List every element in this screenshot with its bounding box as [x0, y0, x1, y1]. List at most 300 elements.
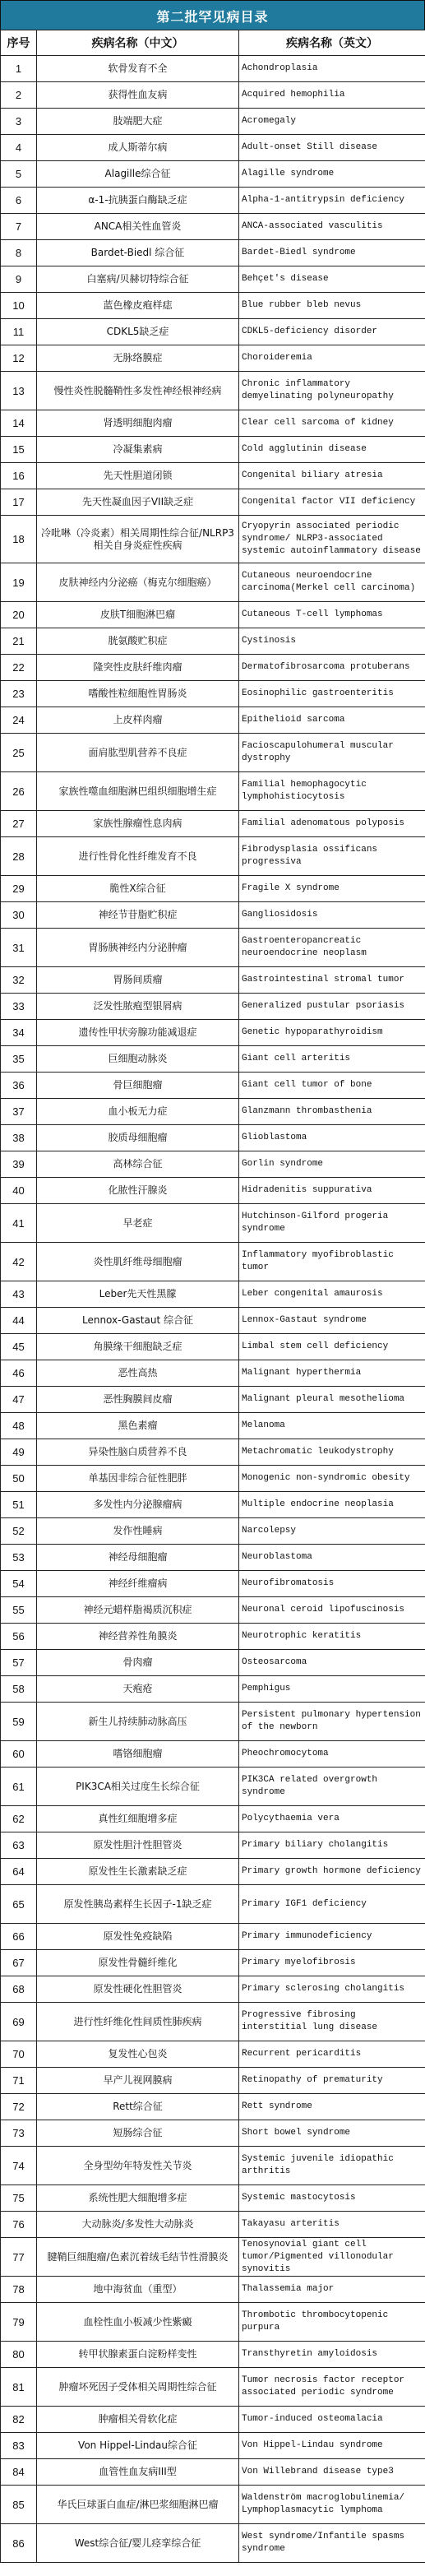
- table-row: [1, 681, 425, 707]
- table-row: [1, 967, 425, 994]
- disease-name-chinese: 先天性凝血因子VII缺乏症: [37, 489, 239, 516]
- row-number: 23: [1, 681, 37, 707]
- row-number: 35: [1, 1046, 37, 1073]
- table-row: [1, 372, 425, 410]
- row-number: 48: [1, 1413, 37, 1439]
- row-number: 31: [1, 929, 37, 967]
- disease-name-english: West syndrome/Infantile spasms syndrome: [239, 2524, 425, 2563]
- disease-name-english: Cold agglutinin disease: [239, 437, 425, 463]
- disease-name-english: Neuroblastoma: [239, 1545, 425, 1571]
- disease-name-english: Neuronal ceroid lipofuscinosis: [239, 1597, 425, 1624]
- table-row: [1, 1518, 425, 1545]
- disease-name-chinese: 神经母细胞瘤: [37, 1545, 239, 1571]
- disease-name-english: Neurotrophic keratitis: [239, 1624, 425, 1650]
- disease-name-chinese: Lennox-Gastaut 综合征: [37, 1308, 239, 1334]
- row-number: 6: [1, 188, 37, 214]
- row-number: 56: [1, 1624, 37, 1650]
- table-row: [1, 1976, 425, 2003]
- disease-name-english: Gorlin syndrome: [239, 1151, 425, 1178]
- row-number: 28: [1, 837, 37, 876]
- disease-name-chinese: 嗜铬细胞瘤: [37, 1741, 239, 1768]
- row-number: 24: [1, 707, 37, 734]
- row-number: 62: [1, 1806, 37, 1832]
- disease-name-english: Gastroenteropancreatic neuroendocrine neoplasm: [239, 929, 425, 967]
- disease-name-chinese: 华氏巨球蛋白血症/淋巴浆细胞淋巴瘤: [37, 2486, 239, 2524]
- table-row: [1, 2459, 425, 2486]
- row-number: 81: [1, 2368, 37, 2407]
- table-row: [1, 161, 425, 188]
- row-number: 47: [1, 1387, 37, 1413]
- disease-name-chinese: 角膜缘干细胞缺乏症: [37, 1334, 239, 1360]
- row-number: 13: [1, 372, 37, 410]
- disease-name-chinese: 原发性生长激素缺乏症: [37, 1859, 239, 1885]
- row-number: 77: [1, 2238, 37, 2277]
- disease-name-chinese: 大动脉炎/多发性大动脉炎: [37, 2212, 239, 2238]
- disease-name-chinese: 复发性心包炎: [37, 2041, 239, 2068]
- disease-name-chinese: 神经节苷脂贮积症: [37, 902, 239, 929]
- row-number: 75: [1, 2185, 37, 2212]
- disease-name-english: Primary biliary cholangitis: [239, 1832, 425, 1859]
- table-row: [1, 1924, 425, 1950]
- row-number: 80: [1, 2342, 37, 2368]
- disease-name-chinese: 隆突性皮肤纤维肉瘤: [37, 655, 239, 681]
- disease-name-english: Cryopyrin associated periodic syndrome/ NLRP3-associated systemic autoinflammatory disease: [239, 516, 425, 563]
- disease-name-chinese: Alagille综合征: [37, 161, 239, 188]
- disease-name-english: Malignant pleural mesothelioma: [239, 1387, 425, 1413]
- row-number: 57: [1, 1650, 37, 1676]
- row-number: 45: [1, 1334, 37, 1360]
- row-number: 9: [1, 266, 37, 293]
- disease-name-chinese: 慢性炎性脱髓鞘性多发性神经根神经病: [37, 372, 239, 410]
- disease-name-chinese: 无脉络膜症: [37, 345, 239, 372]
- row-number: 60: [1, 1741, 37, 1768]
- disease-name-english: Progressive fibrosing interstitial lung disease: [239, 2003, 425, 2041]
- table-row: [1, 293, 425, 319]
- column-header-english-name: 疾病名称（英文）: [239, 30, 425, 56]
- table-row: [1, 2524, 425, 2563]
- table-row: [1, 628, 425, 655]
- disease-name-english: Cutaneous neuroendocrine carcinoma(Merkel cell carcinoma): [239, 563, 425, 602]
- rare-disease-table: [0, 30, 425, 2563]
- disease-name-chinese: 原发性骨髓纤维化: [37, 1950, 239, 1976]
- table-row: [1, 1624, 425, 1650]
- table-row: [1, 2486, 425, 2524]
- table-row: [1, 2407, 425, 2433]
- row-number: 32: [1, 967, 37, 994]
- row-number: 5: [1, 161, 37, 188]
- disease-name-english: Transthyretin amyloidosis: [239, 2342, 425, 2368]
- disease-name-chinese: 早产儿视网膜病: [37, 2068, 239, 2094]
- row-number: 42: [1, 1243, 37, 1281]
- row-number: 83: [1, 2433, 37, 2459]
- disease-name-english: Choroideremia: [239, 345, 425, 372]
- row-number: 65: [1, 1885, 37, 1924]
- disease-name-chinese: 皮肤T细胞淋巴瘤: [37, 602, 239, 628]
- disease-name-english: Tenosynovial giant cell tumor/Pigmented villonodular synovitis: [239, 2238, 425, 2277]
- table-row: [1, 2342, 425, 2368]
- disease-name-chinese: PIK3CA相关过度生长综合征: [37, 1768, 239, 1806]
- table-row: [1, 837, 425, 876]
- table-row: [1, 1204, 425, 1243]
- row-number: 85: [1, 2486, 37, 2524]
- disease-name-english: Glanzmann thrombasthenia: [239, 1099, 425, 1125]
- disease-name-chinese: 获得性血友病: [37, 82, 239, 109]
- disease-name-chinese: 成人斯蒂尔病: [37, 135, 239, 161]
- disease-name-chinese: 神经元蜡样脂褐质沉积症: [37, 1597, 239, 1624]
- disease-name-english: ANCA-associated vasculitis: [239, 214, 425, 240]
- table-row: [1, 902, 425, 929]
- table-row: [1, 56, 425, 82]
- table-body: [1, 56, 425, 2563]
- disease-name-chinese: 冷凝集素病: [37, 437, 239, 463]
- disease-name-english: Pheochromocytoma: [239, 1741, 425, 1768]
- disease-name-english: Bardet-Biedl syndrome: [239, 240, 425, 266]
- disease-name-chinese: 蓝色橡皮疱样痣: [37, 293, 239, 319]
- row-number: 66: [1, 1924, 37, 1950]
- disease-name-english: Clear cell sarcoma of kidney: [239, 410, 425, 437]
- disease-name-chinese: 恶性胸膜间皮瘤: [37, 1387, 239, 1413]
- table-row: [1, 1768, 425, 1806]
- disease-name-chinese: 骨巨细胞瘤: [37, 1073, 239, 1099]
- disease-name-chinese: 恶性高热: [37, 1360, 239, 1387]
- disease-name-chinese: 地中海贫血（重型）: [37, 2277, 239, 2303]
- disease-name-chinese: 先天性胆道闭锁: [37, 463, 239, 489]
- disease-name-chinese: 肾透明细胞肉瘤: [37, 410, 239, 437]
- row-number: 16: [1, 463, 37, 489]
- row-number: 26: [1, 772, 37, 811]
- disease-name-english: Osteosarcoma: [239, 1650, 425, 1676]
- table-row: [1, 188, 425, 214]
- disease-name-english: Congenital biliary atresia: [239, 463, 425, 489]
- row-number: 51: [1, 1492, 37, 1518]
- table-row: [1, 437, 425, 463]
- disease-name-english: Familial hemophagocytic lymphohistiocytosis: [239, 772, 425, 811]
- disease-name-english: Facioscapulohumeral muscular dystrophy: [239, 734, 425, 772]
- table-row: [1, 1439, 425, 1466]
- disease-name-chinese: CDKL5缺乏症: [37, 319, 239, 345]
- disease-name-english: Waldenström macroglobulinemia/ Lymphoplasmacytic lymphoma: [239, 2486, 425, 2524]
- row-number: 71: [1, 2068, 37, 2094]
- table-row: [1, 463, 425, 489]
- disease-name-english: Acquired hemophilia: [239, 82, 425, 109]
- table-row: [1, 2368, 425, 2407]
- row-number: 50: [1, 1466, 37, 1492]
- disease-name-english: Dermatofibrosarcoma protuberans: [239, 655, 425, 681]
- row-number: 74: [1, 2147, 37, 2185]
- table-row: [1, 2094, 425, 2120]
- table-row: [1, 734, 425, 772]
- table-row: [1, 2068, 425, 2094]
- disease-name-english: Fibrodysplasia ossificans progressiva: [239, 837, 425, 876]
- disease-name-chinese: ANCA相关性血管炎: [37, 214, 239, 240]
- disease-name-english: Multiple endocrine neoplasia: [239, 1492, 425, 1518]
- row-number: 29: [1, 876, 37, 902]
- table-row: [1, 1308, 425, 1334]
- row-number: 49: [1, 1439, 37, 1466]
- table-row: [1, 2212, 425, 2238]
- row-number: 84: [1, 2459, 37, 2486]
- disease-name-english: Lennox-Gastaut syndrome: [239, 1308, 425, 1334]
- disease-name-chinese: 原发性硬化性胆管炎: [37, 1976, 239, 2003]
- row-number: 11: [1, 319, 37, 345]
- row-number: 18: [1, 516, 37, 563]
- row-number: 21: [1, 628, 37, 655]
- disease-name-english: Rett syndrome: [239, 2094, 425, 2120]
- disease-name-chinese: 神经纤维瘤病: [37, 1571, 239, 1597]
- disease-name-chinese: 全身型幼年特发性关节炎: [37, 2147, 239, 2185]
- disease-name-chinese: 血栓性血小板减少性紫癜: [37, 2303, 239, 2342]
- row-number: 17: [1, 489, 37, 516]
- disease-name-chinese: 软骨发育不全: [37, 56, 239, 82]
- disease-name-english: Behçet's disease: [239, 266, 425, 293]
- disease-name-chinese: 脆性X综合征: [37, 876, 239, 902]
- table-row: [1, 1741, 425, 1768]
- row-number: 38: [1, 1125, 37, 1151]
- disease-name-english: Primary growth hormone deficiency: [239, 1859, 425, 1885]
- disease-name-chinese: Bardet-Biedl 综合征: [37, 240, 239, 266]
- row-number: 72: [1, 2094, 37, 2120]
- row-number: 64: [1, 1859, 37, 1885]
- row-number: 68: [1, 1976, 37, 2003]
- row-number: 10: [1, 293, 37, 319]
- disease-name-english: Systemic mastocytosis: [239, 2185, 425, 2212]
- table-row: [1, 1650, 425, 1676]
- row-number: 76: [1, 2212, 37, 2238]
- disease-name-english: Fragile X syndrome: [239, 876, 425, 902]
- disease-name-chinese: Rett综合征: [37, 2094, 239, 2120]
- table-row: [1, 1125, 425, 1151]
- table-row: [1, 489, 425, 516]
- disease-name-chinese: 冷吡啉（冷炎素）相关周期性综合征/NLRP3相关自身炎症性疾病: [37, 516, 239, 563]
- disease-name-chinese: Von Hippel-Lindau综合征: [37, 2433, 239, 2459]
- row-number: 61: [1, 1768, 37, 1806]
- row-number: 19: [1, 563, 37, 602]
- table-row: [1, 994, 425, 1020]
- disease-name-chinese: 家族性噬血细胞淋巴组织细胞增生症: [37, 772, 239, 811]
- disease-name-english: Polycythaemia vera: [239, 1806, 425, 1832]
- row-number: 58: [1, 1676, 37, 1703]
- row-number: 86: [1, 2524, 37, 2563]
- table-row: [1, 1334, 425, 1360]
- disease-name-english: Persistent pulmonary hypertension of the newborn: [239, 1703, 425, 1741]
- disease-name-chinese: 早老症: [37, 1204, 239, 1243]
- disease-name-chinese: 骨肉瘤: [37, 1650, 239, 1676]
- row-number: 63: [1, 1832, 37, 1859]
- table-row: [1, 1676, 425, 1703]
- table-row: [1, 2433, 425, 2459]
- row-number: 40: [1, 1178, 37, 1204]
- disease-name-english: Primary immunodeficiency: [239, 1924, 425, 1950]
- row-number: 36: [1, 1073, 37, 1099]
- table-row: [1, 1466, 425, 1492]
- disease-name-english: Hutchinson-Gilford progeria syndrome: [239, 1204, 425, 1243]
- disease-name-chinese: 进行性纤维化性间质性肺疾病: [37, 2003, 239, 2041]
- row-number: 69: [1, 2003, 37, 2041]
- disease-name-english: CDKL5-deficiency disorder: [239, 319, 425, 345]
- disease-name-chinese: 遗传性甲状旁腺功能减退症: [37, 1020, 239, 1046]
- row-number: 59: [1, 1703, 37, 1741]
- row-number: 46: [1, 1360, 37, 1387]
- disease-name-chinese: 肢端肥大症: [37, 109, 239, 135]
- row-number: 4: [1, 135, 37, 161]
- row-number: 34: [1, 1020, 37, 1046]
- disease-name-english: Takayasu arteritis: [239, 2212, 425, 2238]
- disease-name-english: Alpha-1-antitrypsin deficiency: [239, 188, 425, 214]
- row-number: 44: [1, 1308, 37, 1334]
- disease-name-english: Glioblastoma: [239, 1125, 425, 1151]
- table-row: [1, 2041, 425, 2068]
- disease-name-english: Giant cell tumor of bone: [239, 1073, 425, 1099]
- page-title: 第二批罕见病目录: [156, 8, 269, 25]
- disease-name-chinese: 嗜酸性粒细胞性胃肠炎: [37, 681, 239, 707]
- disease-name-english: Blue rubber bleb nevus: [239, 293, 425, 319]
- row-number: 33: [1, 994, 37, 1020]
- disease-name-english: Generalized pustular psoriasis: [239, 994, 425, 1020]
- disease-name-chinese: 胱氨酸贮积症: [37, 628, 239, 655]
- table-row: [1, 109, 425, 135]
- row-number: 54: [1, 1571, 37, 1597]
- disease-name-chinese: 巨细胞动脉炎: [37, 1046, 239, 1073]
- table-container: [0, 30, 425, 2563]
- row-number: 39: [1, 1151, 37, 1178]
- table-row: [1, 410, 425, 437]
- disease-name-english: Primary sclerosing cholangitis: [239, 1976, 425, 2003]
- disease-name-english: PIK3CA related overgrowth syndrome: [239, 1768, 425, 1806]
- row-number: 14: [1, 410, 37, 437]
- disease-name-chinese: 肿瘤相关骨软化症: [37, 2407, 239, 2433]
- disease-name-chinese: 转甲状腺素蛋白淀粉样变性: [37, 2342, 239, 2368]
- disease-name-chinese: 面肩肱型肌营养不良症: [37, 734, 239, 772]
- disease-name-english: Narcolepsy: [239, 1518, 425, 1545]
- disease-name-chinese: 原发性胆汁性胆管炎: [37, 1832, 239, 1859]
- disease-name-english: Achondroplasia: [239, 56, 425, 82]
- table-header-row: [1, 30, 425, 56]
- disease-name-chinese: 泛发性脓疱型银屑病: [37, 994, 239, 1020]
- table-row: [1, 1597, 425, 1624]
- table-row: [1, 2003, 425, 2041]
- disease-name-english: Malignant hyperthermia: [239, 1360, 425, 1387]
- disease-name-chinese: 黑色素瘤: [37, 1413, 239, 1439]
- column-header-chinese-name: 疾病名称（中文）: [37, 30, 239, 56]
- disease-name-english: Leber congenital amaurosis: [239, 1281, 425, 1308]
- disease-name-chinese: 系统性肥大细胞增多症: [37, 2185, 239, 2212]
- disease-name-english: Familial adenomatous polyposis: [239, 811, 425, 837]
- disease-name-chinese: 肿瘤坏死因子受体相关周期性综合征: [37, 2368, 239, 2407]
- disease-name-english: Retinopathy of prematurity: [239, 2068, 425, 2094]
- table-row: [1, 772, 425, 811]
- disease-name-english: Thrombotic thrombocytopenic purpura: [239, 2303, 425, 2342]
- table-row: [1, 1859, 425, 1885]
- disease-name-english: Monogenic non-syndromic obesity: [239, 1466, 425, 1492]
- disease-name-english: Cutaneous T-cell lymphomas: [239, 602, 425, 628]
- table-row: [1, 876, 425, 902]
- disease-name-english: Primary myelofibrosis: [239, 1950, 425, 1976]
- row-number: 1: [1, 56, 37, 82]
- table-row: [1, 319, 425, 345]
- disease-name-chinese: 单基因非综合征性肥胖: [37, 1466, 239, 1492]
- disease-name-chinese: 原发性胰岛素样生长因子-1缺乏症: [37, 1885, 239, 1924]
- disease-name-chinese: 异染性脑白质营养不良: [37, 1439, 239, 1466]
- table-row: [1, 1243, 425, 1281]
- row-number: 20: [1, 602, 37, 628]
- disease-name-chinese: 炎性肌纤维母细胞瘤: [37, 1243, 239, 1281]
- disease-name-english: Gastrointestinal stromal tumor: [239, 967, 425, 994]
- table-row: [1, 1178, 425, 1204]
- column-header-number: 序号: [1, 30, 37, 56]
- disease-name-english: Adult-onset Still disease: [239, 135, 425, 161]
- disease-name-english: Chronic inflammatory demyelinating polyneuropathy: [239, 372, 425, 410]
- disease-name-english: Inflammatory myofibroblastic tumor: [239, 1243, 425, 1281]
- row-number: 73: [1, 2120, 37, 2147]
- table-row: [1, 602, 425, 628]
- disease-name-english: Von Hippel-Lindau syndrome: [239, 2433, 425, 2459]
- disease-name-english: Short bowel syndrome: [239, 2120, 425, 2147]
- table-row: [1, 1571, 425, 1597]
- row-number: 12: [1, 345, 37, 372]
- disease-name-english: Alagille syndrome: [239, 161, 425, 188]
- table-row: [1, 266, 425, 293]
- disease-name-chinese: 上皮样肉瘤: [37, 707, 239, 734]
- table-row: [1, 1360, 425, 1387]
- disease-name-english: Hidradenitis suppurativa: [239, 1178, 425, 1204]
- row-number: 52: [1, 1518, 37, 1545]
- disease-name-english: Tumor necrosis factor receptor associated periodic syndrome: [239, 2368, 425, 2407]
- table-row: [1, 2238, 425, 2277]
- disease-name-chinese: 胶质母细胞瘤: [37, 1125, 239, 1151]
- table-row: [1, 516, 425, 563]
- table-row: [1, 1099, 425, 1125]
- table-row: [1, 1073, 425, 1099]
- row-number: 41: [1, 1204, 37, 1243]
- disease-name-chinese: 皮肤神经内分泌癌（梅克尔细胞癌）: [37, 563, 239, 602]
- disease-name-english: Genetic hypoparathyroidism: [239, 1020, 425, 1046]
- disease-name-english: Systemic juvenile idiopathic arthritis: [239, 2147, 425, 2185]
- table-row: [1, 1020, 425, 1046]
- disease-name-chinese: 腱鞘巨细胞瘤/色素沉着绒毛结节性滑膜炎: [37, 2238, 239, 2277]
- disease-name-english: Recurrent pericarditis: [239, 2041, 425, 2068]
- table-row: [1, 1545, 425, 1571]
- disease-name-english: Neurofibromatosis: [239, 1571, 425, 1597]
- table-row: [1, 655, 425, 681]
- disease-name-english: Congenital factor VII deficiency: [239, 489, 425, 516]
- row-number: 25: [1, 734, 37, 772]
- disease-name-chinese: 真性红细胞增多症: [37, 1806, 239, 1832]
- table-row: [1, 214, 425, 240]
- disease-name-chinese: 胃肠间质瘤: [37, 967, 239, 994]
- disease-name-chinese: 化脓性汗腺炎: [37, 1178, 239, 1204]
- disease-name-chinese: 发作性睡病: [37, 1518, 239, 1545]
- disease-name-chinese: 白塞病/贝赫切特综合征: [37, 266, 239, 293]
- table-row: [1, 1413, 425, 1439]
- table-row: [1, 135, 425, 161]
- disease-name-chinese: West综合征/婴儿痉挛综合征: [37, 2524, 239, 2563]
- disease-name-english: Metachromatic leukodystrophy: [239, 1439, 425, 1466]
- row-number: 15: [1, 437, 37, 463]
- disease-name-english: Giant cell arteritis: [239, 1046, 425, 1073]
- disease-name-chinese: 多发性内分泌腺瘤病: [37, 1492, 239, 1518]
- row-number: 43: [1, 1281, 37, 1308]
- disease-name-chinese: 血管性血友病III型: [37, 2459, 239, 2486]
- table-row: [1, 1885, 425, 1924]
- table-row: [1, 707, 425, 734]
- row-number: 78: [1, 2277, 37, 2303]
- page-title-banner: [0, 0, 425, 31]
- table-row: [1, 1950, 425, 1976]
- table-row: [1, 1806, 425, 1832]
- table-row: [1, 240, 425, 266]
- disease-name-chinese: 家族性腺瘤性息肉病: [37, 811, 239, 837]
- row-number: 3: [1, 109, 37, 135]
